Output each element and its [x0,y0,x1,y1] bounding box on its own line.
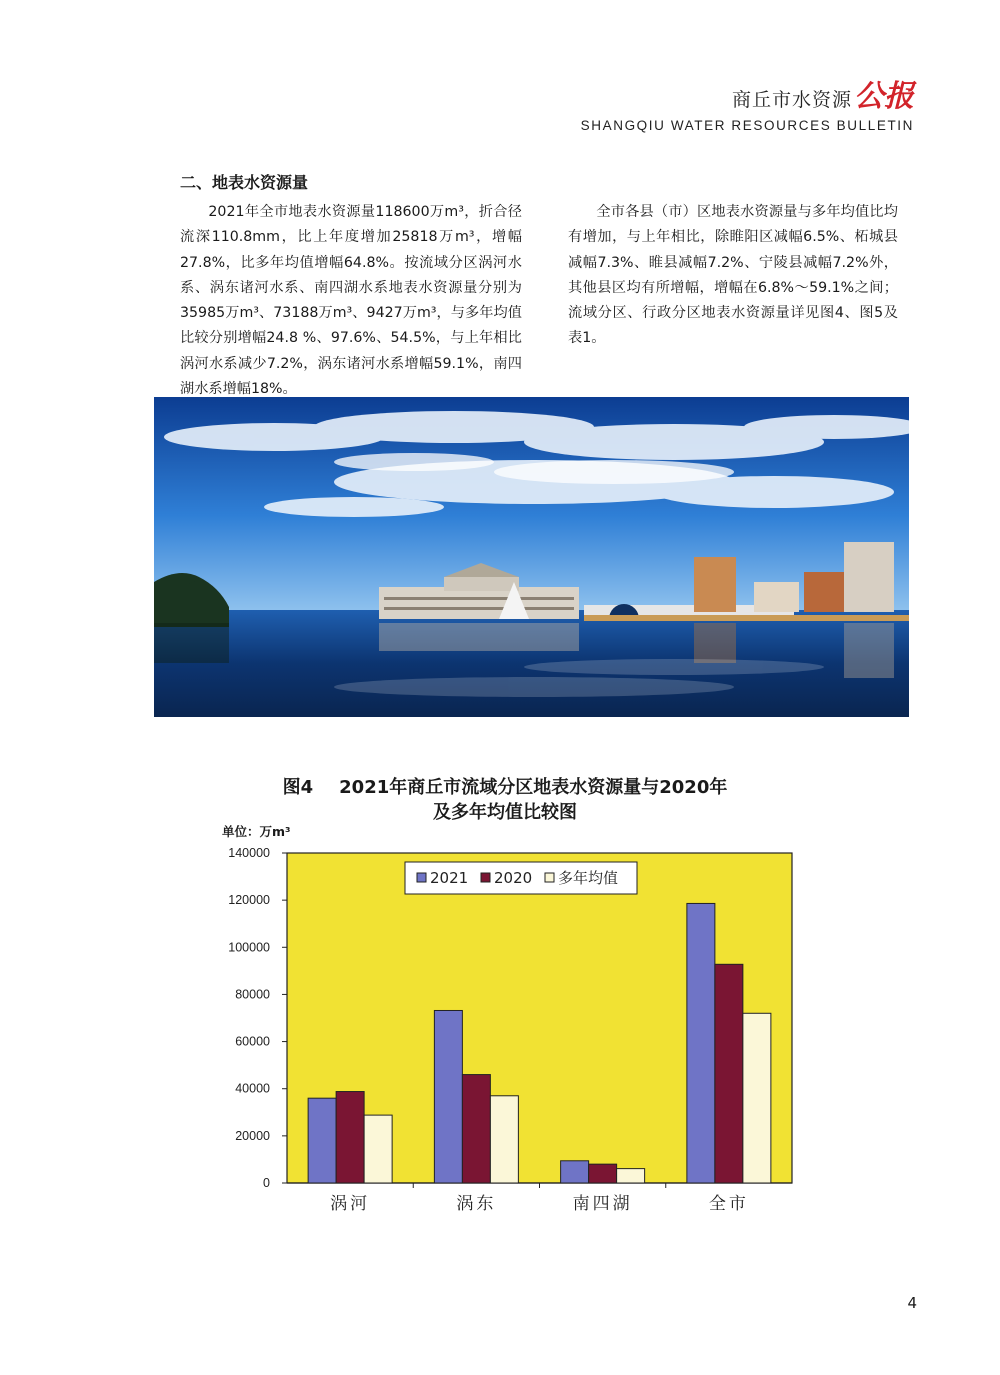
bar-2020-涡河 [336,1092,364,1183]
bar-2021-全市 [687,903,715,1183]
chart-unit-label: 单位：万m³ [222,824,291,839]
figure-title [200,775,810,825]
legend-label-2020: 2020 [494,869,533,887]
y-tick-label: 80000 [235,987,270,1002]
bar-2020-全市 [715,964,743,1183]
y-tick-label: 40000 [235,1081,270,1096]
bar-多年均值-涡河 [364,1115,392,1183]
bar-2021-涡东 [434,1010,462,1183]
bar-2020-涡东 [462,1075,490,1183]
masthead-accent: 公报 [854,79,914,114]
masthead-english-title: SHANGQIU WATER RESOURCES BULLETIN [580,118,914,133]
legend-label-多年均值: 多年均值 [558,869,619,887]
legend-swatch-2021 [417,873,426,882]
masthead-title: 商丘市水资源 [731,89,852,111]
left-column [180,200,522,402]
bar-2021-南四湖 [561,1161,589,1183]
x-tick-label: 南四湖 [572,1194,633,1214]
y-tick-label: 60000 [235,1034,270,1049]
x-tick-label: 全市 [708,1194,749,1214]
figure-number: 图4 [282,777,314,798]
y-tick-label: 140000 [228,846,270,860]
y-tick-label: 120000 [228,893,270,908]
bar-多年均值-全市 [743,1013,771,1183]
bar-多年均值-南四湖 [617,1169,645,1183]
legend-swatch-多年均值 [545,873,554,882]
right-column [568,200,898,352]
left-paragraph: 2021年全市地表水资源量118600万m³，折合径流深110.8mm，比上年度增加25818万m³，增幅27.8%，比多年均值增幅64.8%。按流域分区涡河水系、涡东诸河水系、南四湖水系地表水资源量分别为35985万m³、73188万m³、9427万m³，与多年均值比较分别增幅24.8 %、97.6%、54.5%，与上年相比涡河水系减少7.2%，涡东诸河水系增幅59.1%，南四湖水系增幅18%。 [180,204,522,398]
bar-chart [210,838,810,1223]
y-tick-label: 20000 [235,1128,270,1143]
bar-多年均值-涡东 [490,1096,518,1183]
legend-label-2021: 2021 [430,869,469,887]
right-paragraph: 全市各县（市）区地表水资源量与多年均值比均有增加，与上年相比，除睢阳区减幅6.5%、柘城县减幅7.3%、睢县减幅7.2%、宁陵县减幅7.2%外，其他县区均有所增幅，增幅在6.8%～59.1%之间；流域分区、行政分区地表水资源量详见图4、图5及表1。 [568,204,898,347]
lake-photo [154,397,909,717]
legend-swatch-2020 [481,873,490,882]
bar-2021-涡河 [308,1098,336,1183]
figure-title-line1: 2021年商丘市流域分区地表水资源量与2020年 [339,777,728,798]
x-tick-label: 涡东 [456,1194,497,1214]
section-title: 二、地表水资源量 [180,173,309,192]
x-tick-label: 涡河 [330,1194,371,1214]
page-number: 4 [907,1294,917,1312]
masthead [580,79,914,133]
y-tick-label: 0 [263,1176,270,1190]
figure-title-line2: 及多年均值比较图 [433,802,577,823]
bar-2020-南四湖 [589,1164,617,1183]
y-tick-label: 100000 [228,940,270,955]
